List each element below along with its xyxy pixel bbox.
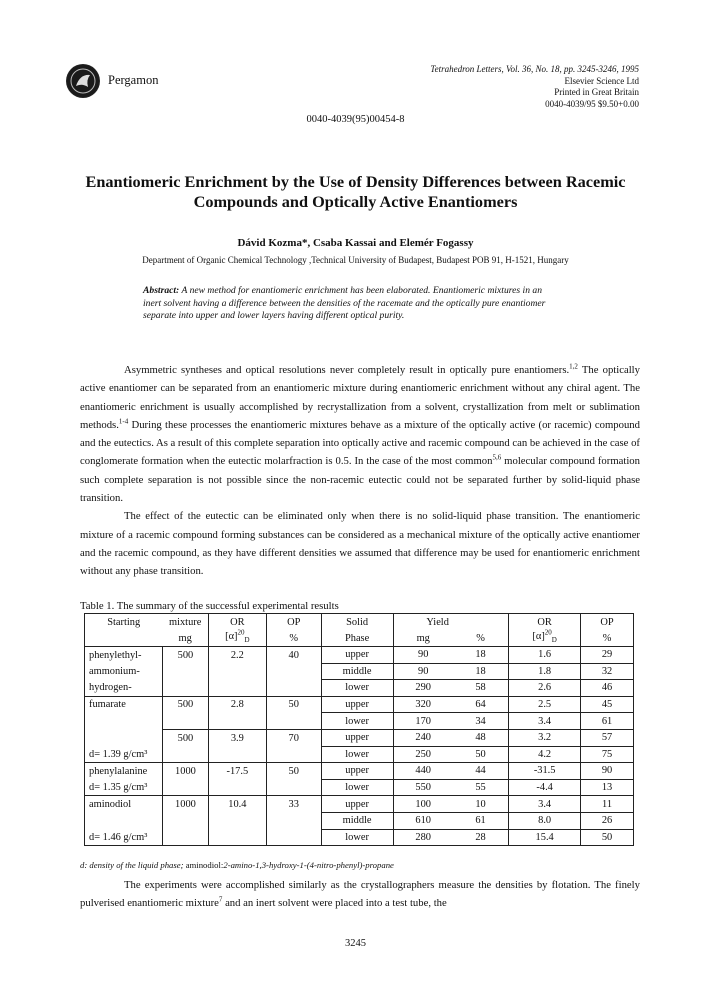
table-cell-ypct: 18 (453, 647, 509, 664)
table-cell-ymg: 610 (393, 812, 453, 829)
table-cell-ymg: 100 (393, 796, 453, 813)
table-cell-op (266, 829, 321, 846)
copyright-line: Elsevier Science Ltd (564, 75, 639, 86)
table-cell-phase: upper (321, 796, 393, 813)
table-cell-label (85, 812, 163, 829)
table-cell-or2: 3.4 (509, 713, 581, 730)
table-cell-or: 10.4 (208, 796, 266, 813)
table-cell-or2: 3.2 (509, 729, 581, 746)
table-cell-ymg: 90 (393, 647, 453, 664)
table-cell-ymg: 90 (393, 663, 453, 680)
pergamon-logo-icon (66, 64, 100, 98)
table-cell-mg: 1000 (162, 763, 208, 780)
table-cell-mg (162, 812, 208, 829)
table-cell-ypct: 44 (453, 763, 509, 780)
table-cell-phase: upper (321, 763, 393, 780)
doi: 0040-4039(95)00454-8 (306, 114, 405, 125)
table-cell-phase: lower (321, 779, 393, 796)
table-row (85, 696, 634, 713)
table-cell-label: aminodiol (85, 796, 163, 813)
table-cell-or2: 1.6 (509, 647, 581, 664)
table-cell-op2: 90 (581, 763, 634, 780)
table-cell-ymg: 320 (393, 696, 453, 713)
ref-citation: 7 (218, 895, 223, 904)
article-title: Enantiomeric Enrichment by the Use of Density Differences between Racemic Compounds and Optically Active Enantiomers (85, 172, 626, 211)
table-cell-phase: lower (321, 829, 393, 846)
table-cell-ypct: 10 (453, 796, 509, 813)
table-cell-ypct: 34 (453, 713, 509, 730)
alpha-symbol: $[\alpha]^{20}_D$ (208, 630, 266, 647)
table-cell-ypct: 61 (453, 812, 509, 829)
ref-citation: 1-4 (118, 417, 129, 426)
table-cell-phase: middle (321, 812, 393, 829)
publisher-name: Pergamon (108, 73, 159, 87)
table-cell-phase: lower (321, 746, 393, 763)
authors: Dávid Kozma*, Csaba Kassai and Elemér Fogassy (237, 237, 474, 249)
table-cell-label: phenylalanine (85, 763, 163, 780)
table-row (85, 647, 634, 664)
table-row (85, 812, 634, 829)
table-cell-label: d= 1.39 g/cm³ (85, 746, 163, 763)
table-cell-or: 3.9 (208, 729, 266, 746)
paragraph-2: The effect of the eutectic can be eliminated only when there is no solid-liquid phase transition. The enantiomeric mixture of a racemic compound forming substances can be considered as a mechanical mixture of the optically active enantiomer and the racemic compound, as they have different densities we assumed that difference may be used for enantiomeric enrichment without any phase transition. (80, 510, 640, 578)
table-cell-or (208, 812, 266, 829)
table-cell-op2: 26 (581, 812, 634, 829)
table-cell-phase: middle (321, 663, 393, 680)
journal-info (430, 64, 639, 110)
table-cell-op2: 75 (581, 746, 634, 763)
price-line: 0040-4039/95 $9.50+0.00 (545, 98, 639, 109)
table-cell-mg: 500 (162, 647, 208, 664)
table-cell-phase: upper (321, 647, 393, 664)
table-subheader-row: mg $[\alpha]^{20}_D$ % Phase mg % $[\alpha]^{20}_D$ % (85, 630, 634, 647)
table-cell-op2: 32 (581, 663, 634, 680)
table-cell-or2: 2.5 (509, 696, 581, 713)
table-cell-ypct: 58 (453, 680, 509, 697)
paragraph-3: The experiments were accomplished similarly as the crystallographers measure the densities by flotation. The finely pulverised enantiomeric mixture$^7$ and an inert solvent were placed into a test tube, the (80, 879, 640, 910)
table-cell-op: 70 (266, 729, 321, 746)
body-text-continued (80, 876, 640, 913)
table-cell-or (208, 829, 266, 846)
table-cell-op2: 50 (581, 829, 634, 846)
table-cell-phase: upper (321, 696, 393, 713)
table-cell-ypct: 64 (453, 696, 509, 713)
abstract (143, 285, 553, 323)
table-cell-ymg: 240 (393, 729, 453, 746)
table-cell-op2: 45 (581, 696, 634, 713)
table-cell-label: hydrogen- (85, 680, 163, 697)
table-cell-ymg: 280 (393, 829, 453, 846)
table-cell-label (85, 729, 163, 746)
table-cell-label: d= 1.35 g/cm³ (85, 779, 163, 796)
table-cell-label: ammonium- (85, 663, 163, 680)
table-cell-mg: 500 (162, 729, 208, 746)
table-cell-mg (162, 829, 208, 846)
table-row (85, 663, 634, 680)
table-cell-or (208, 779, 266, 796)
table-cell-op (266, 663, 321, 680)
table-cell-mg (162, 779, 208, 796)
table-cell-mg (162, 680, 208, 697)
table-cell-or2: 1.8 (509, 663, 581, 680)
table-cell-or (208, 713, 266, 730)
table-cell-label: fumarate (85, 696, 163, 713)
table-row (85, 829, 634, 846)
table-cell-op (266, 746, 321, 763)
table-cell-or (208, 746, 266, 763)
table-cell-ypct: 28 (453, 829, 509, 846)
table-cell-or2: -31.5 (509, 763, 581, 780)
ref-citation: 1,2 (569, 362, 578, 371)
table-cell-or (208, 680, 266, 697)
table-cell-phase: upper (321, 729, 393, 746)
table-cell-op2: 13 (581, 779, 634, 796)
table-cell-ymg: 440 (393, 763, 453, 780)
paragraph-1: Asymmetric syntheses and optical resolutions never completely result in optically pure enantiomers.$^{1,2}$ The optically active enantiomer can be separated from an enantiomeric mixture during enantiomeric enrichment without any chiral agent. The enantiomeric enrichment is usually accomplished by recrystallization from a solvent, crystallization from melt or sublimation methods.$^{1-4}$ During these processes the enantiomeric mixtures behave as a mixture of the optically active (or racemic) compound and the eutectics. As a result of this complete separation into optically active and racemic compound can be achieved in the case of conglomerate formation when the eutectic molarfraction is 0.5. In the case of the most common$^{5,6}$ molecular compound formation such complete separation is not possible since the non-racemic eutectic could not be separated further by solid-liquid phase transition. (80, 362, 640, 505)
table-cell-or (208, 663, 266, 680)
table-cell-op (266, 812, 321, 829)
table-caption: Table 1. The summary of the successful experimental results (80, 600, 339, 612)
table-cell-ypct: 18 (453, 663, 509, 680)
ref-citation: 5,6 (492, 453, 502, 462)
affiliation: Department of Organic Chemical Technology ,Technical University of Budapest, Budapest POB 91, H-1521, Hungary (142, 255, 569, 265)
table-cell-ypct: 48 (453, 729, 509, 746)
table-cell-op2: 57 (581, 729, 634, 746)
table-row (85, 796, 634, 813)
table-cell-or2: 15.4 (509, 829, 581, 846)
table-cell-op2: 11 (581, 796, 634, 813)
table-row (85, 779, 634, 796)
table-cell-or: 2.2 (208, 647, 266, 664)
page-number: 3245 (345, 938, 366, 949)
table-cell-phase: lower (321, 713, 393, 730)
table-cell-op (266, 680, 321, 697)
table-cell-mg (162, 746, 208, 763)
table-cell-op: 40 (266, 647, 321, 664)
abstract-text: A new method for enantiomeric enrichment has been elaborated. Enantiomeric mixtures in an inert solvent having a difference between the densities of the racemate and the optically pure enantiomer separate into upper and lower layers having different optical purity. (143, 285, 546, 321)
table-header-row: Starting mixture OR OP Solid Yield OR OP (85, 614, 634, 631)
table-cell-op: 50 (266, 696, 321, 713)
table-cell-op2: 61 (581, 713, 634, 730)
table-cell-ymg: 550 (393, 779, 453, 796)
table-cell-or2: 3.4 (509, 796, 581, 813)
table-cell-phase: lower (321, 680, 393, 697)
table-cell-label: d= 1.46 g/cm³ (85, 829, 163, 846)
abstract-label: Abstract: (143, 285, 180, 296)
table-cell-ymg: 170 (393, 713, 453, 730)
table-cell-mg: 1000 (162, 796, 208, 813)
table-cell-mg: 500 (162, 696, 208, 713)
table-row (85, 713, 634, 730)
table-cell-ymg: 290 (393, 680, 453, 697)
journal-line: Tetrahedron Letters, Vol. 36, No. 18, pp. 3245-3246, 1995 (430, 64, 639, 74)
table-cell-ymg: 250 (393, 746, 453, 763)
table-cell-or2: -4.4 (509, 779, 581, 796)
table-cell-op (266, 779, 321, 796)
table-row (85, 729, 634, 746)
table-cell-mg (162, 713, 208, 730)
table-cell-label: phenylethyl- (85, 647, 163, 664)
results-table (84, 613, 634, 846)
table-cell-op2: 46 (581, 680, 634, 697)
table-cell-or2: 4.2 (509, 746, 581, 763)
table-row (85, 680, 634, 697)
table-body (85, 647, 634, 846)
table-cell-mg (162, 663, 208, 680)
table-cell-op: 50 (266, 763, 321, 780)
table-cell-op: 33 (266, 796, 321, 813)
table-cell-or2: 8.0 (509, 812, 581, 829)
table-row (85, 746, 634, 763)
table-cell-op (266, 713, 321, 730)
table-cell-ypct: 50 (453, 746, 509, 763)
table-cell-or: 2.8 (208, 696, 266, 713)
table-footnote: d: density of the liquid phase; aminodiol:2-amino-1,3-hydroxy-1-(4-nitro-phenyl)-propane (80, 860, 394, 870)
table-cell-ypct: 55 (453, 779, 509, 796)
printed-line: Printed in Great Britain (554, 87, 639, 97)
publisher-logo (66, 64, 100, 98)
table-cell-op2: 29 (581, 647, 634, 664)
alpha-symbol: $[\alpha]^{20}_D$ (509, 630, 581, 647)
table-cell-or: -17.5 (208, 763, 266, 780)
table-row (85, 763, 634, 780)
table-cell-label (85, 713, 163, 730)
table-cell-or2: 2.6 (509, 680, 581, 697)
body-text (80, 361, 640, 581)
